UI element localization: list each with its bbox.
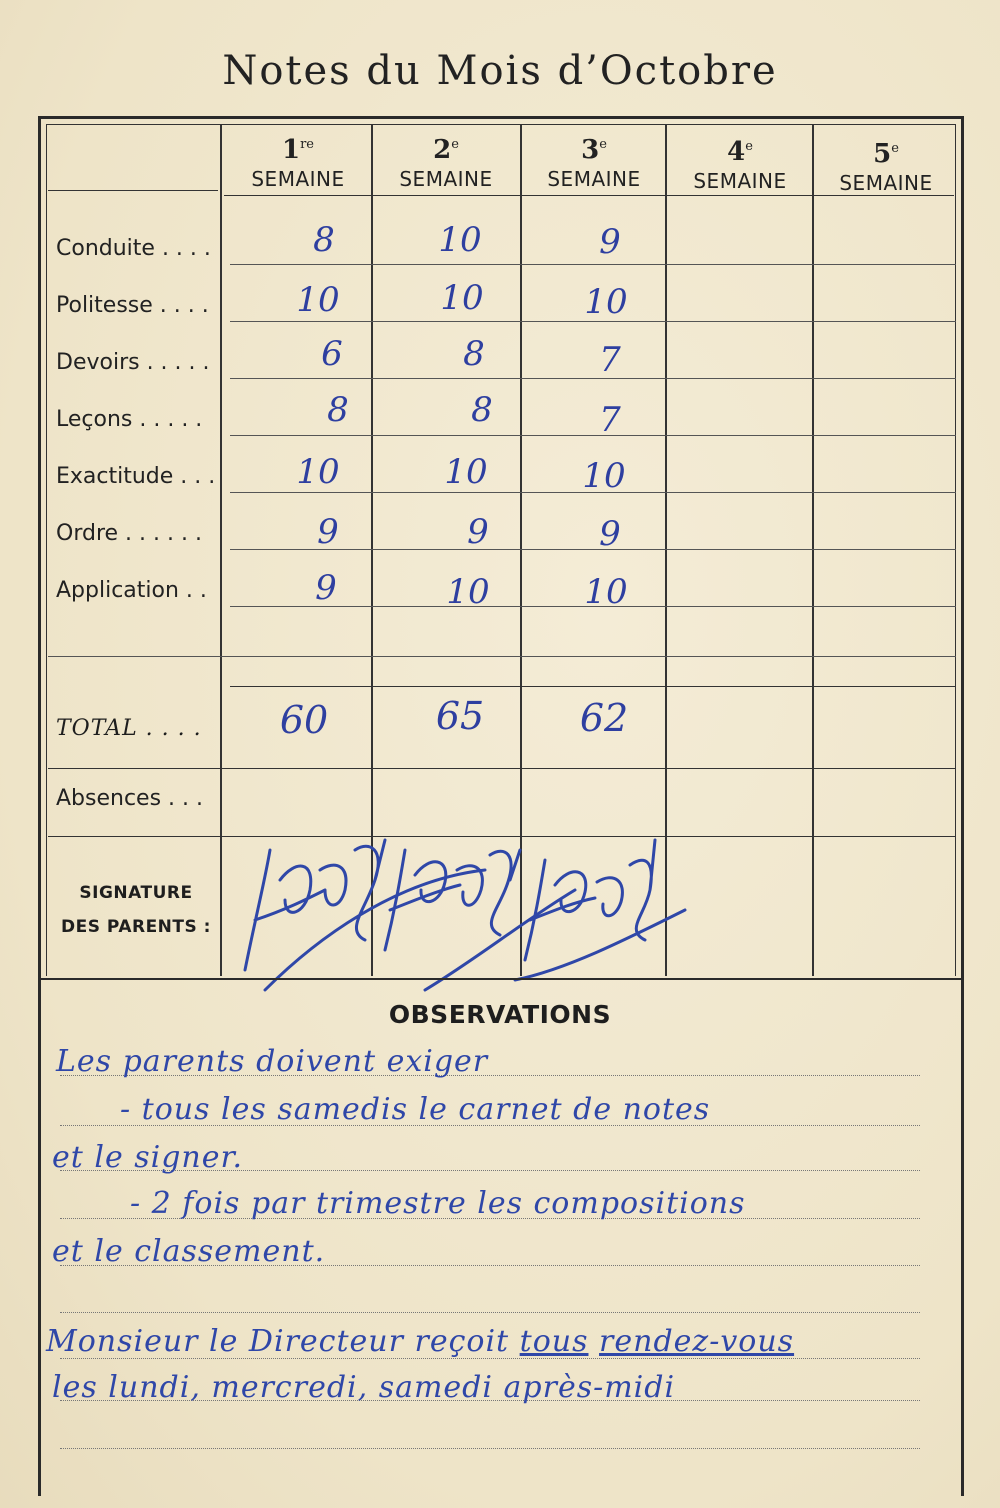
grade-cell: 10 xyxy=(440,278,484,318)
observation-line-3: et le signer. xyxy=(52,1140,244,1175)
week-2-header: 2e SEMAINE xyxy=(399,135,493,191)
grade-cell: 9 xyxy=(467,512,489,552)
absences-label: Absences . . . xyxy=(56,786,204,811)
grade-cell: 8 xyxy=(313,220,335,260)
week-5-header: 5e SEMAINE xyxy=(839,139,933,195)
writing-line xyxy=(60,1448,920,1449)
observation-line-5: et le classement. xyxy=(52,1234,326,1269)
grade-cell: 9 xyxy=(317,512,339,552)
observations-rule xyxy=(40,978,962,980)
grade-cell: 10 xyxy=(296,280,340,320)
column-divider xyxy=(220,124,222,976)
grade-cell: 10 xyxy=(584,572,628,612)
total-value: 60 xyxy=(279,698,329,742)
row-rule xyxy=(230,686,956,687)
grade-cell: 7 xyxy=(599,340,621,380)
observation-line-8: les lundi, mercredi, samedi après-midi xyxy=(52,1370,676,1405)
grade-cell: 8 xyxy=(463,334,485,374)
observation-line-2: - tous les samedis le carnet de notes xyxy=(120,1092,711,1127)
grade-cell: 9 xyxy=(599,514,621,554)
total-value: 62 xyxy=(579,696,629,740)
grade-cell: 10 xyxy=(444,452,488,492)
grade-cell: 8 xyxy=(471,390,493,430)
week-3-header: 3e SEMAINE xyxy=(547,135,641,191)
total-label: TOTAL . . . . xyxy=(56,716,202,741)
total-value: 65 xyxy=(435,694,485,738)
grade-cell: 9 xyxy=(315,568,337,608)
parent-signatures xyxy=(225,820,705,1000)
writing-line xyxy=(60,1312,920,1313)
row-label-application: Application . . xyxy=(56,578,207,603)
week-1-header: 1re SEMAINE xyxy=(251,135,345,191)
week-4-header: 4e SEMAINE xyxy=(693,137,787,193)
grade-cell: 10 xyxy=(438,220,482,260)
row-label-exactitude: Exactitude . . . xyxy=(56,464,216,489)
header-rule xyxy=(224,195,954,196)
row-rule xyxy=(230,264,956,265)
grade-cell: 7 xyxy=(599,400,621,440)
row-label-ordre: Ordre . . . . . . xyxy=(56,521,202,546)
row-label-conduite: Conduite . . . . xyxy=(56,236,211,261)
row-label-politesse: Politesse . . . . xyxy=(56,293,209,318)
grade-cell: 10 xyxy=(446,572,490,612)
grade-cell: 9 xyxy=(599,222,621,262)
row-rule xyxy=(48,656,956,657)
page-title: Notes du Mois d’Octobre xyxy=(222,48,778,94)
column-divider xyxy=(812,124,814,976)
observation-line-7: Monsieur le Directeur reçoit tous rendez-vous xyxy=(46,1324,795,1359)
header-rule xyxy=(48,190,218,191)
grade-cell: 10 xyxy=(296,452,340,492)
signature-label: SIGNATURE DES PARENTS : xyxy=(61,883,211,937)
observation-line-4: - 2 fois par trimestre les compositions xyxy=(130,1186,746,1221)
grade-cell: 8 xyxy=(327,390,349,430)
row-label-devoirs: Devoirs . . . . . xyxy=(56,350,210,375)
observation-line-1: Les parents doivent exiger xyxy=(56,1044,489,1079)
grade-cell: 10 xyxy=(584,282,628,322)
grade-cell: 6 xyxy=(321,334,343,374)
grade-cell: 10 xyxy=(582,456,626,496)
row-label-lecons: Leçons . . . . . xyxy=(56,407,203,432)
observations-title: OBSERVATIONS xyxy=(388,1000,612,1029)
row-rule xyxy=(48,768,956,769)
